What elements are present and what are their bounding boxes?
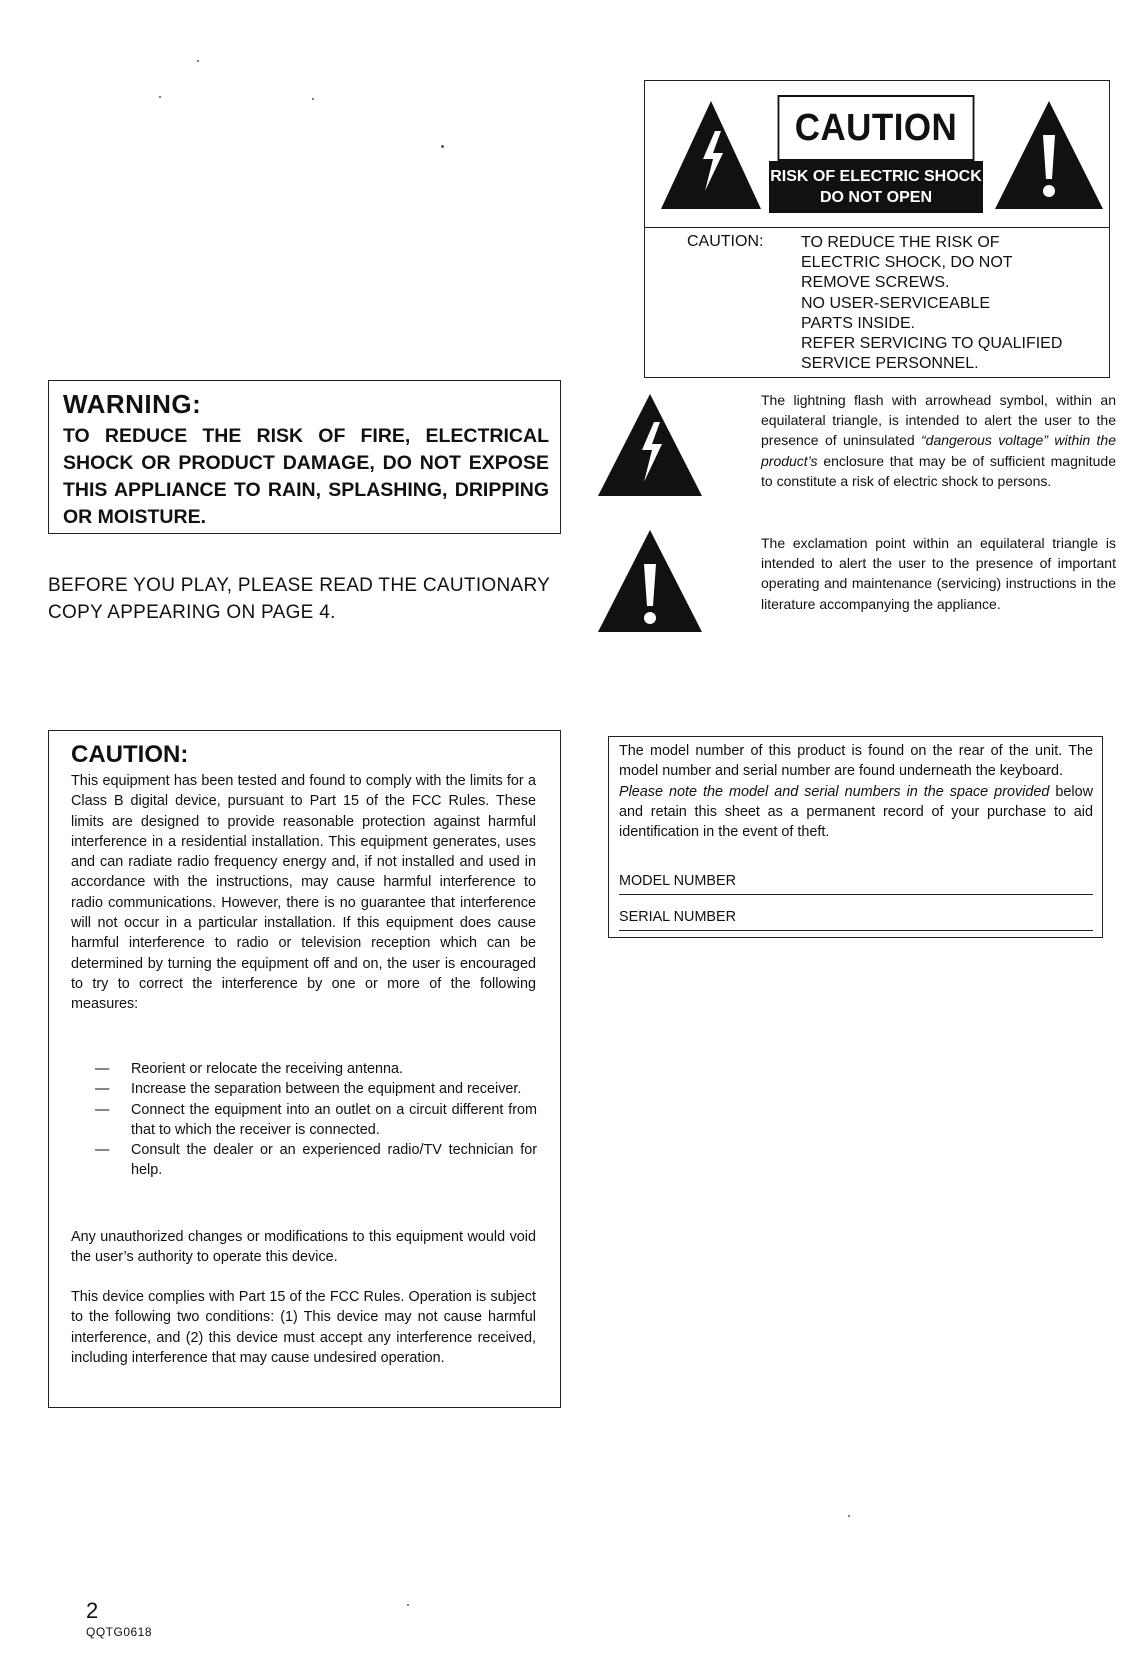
- dash: —: [95, 1142, 110, 1159]
- serial-number-field[interactable]: [619, 909, 1093, 931]
- dash: —: [95, 1081, 110, 1098]
- scan-speck: [159, 96, 161, 98]
- lightning-text-italic: “dangerous voltage” within the product’s: [761, 432, 1116, 469]
- lightning-symbol-explanation: [761, 390, 1116, 491]
- caution-subtitle-line2: DO NOT OPEN: [819, 189, 932, 206]
- serial-number-label: SERIAL NUMBER: [619, 909, 737, 925]
- scan-speck: [197, 60, 199, 62]
- scan-speck: [312, 98, 314, 100]
- fcc-heading: CAUTION:: [71, 741, 189, 768]
- model-text-part1: The model number of this product is found on the rear of the unit. The model number and serial number are found underneath the keyboard.: [619, 743, 1093, 780]
- measure-text: Consult the dealer or an experienced radio/TV technician for help.: [131, 1142, 537, 1179]
- label-divider: [645, 227, 1109, 228]
- model-text-italic: Please note the model and serial numbers in the space provided: [619, 783, 1050, 800]
- fcc-measures-list: [95, 1059, 537, 1181]
- model-number-field[interactable]: [619, 873, 1093, 895]
- list-item: [95, 1140, 537, 1181]
- warning-heading: WARNING:: [63, 389, 202, 419]
- fcc-caution-box: [48, 730, 561, 1408]
- fcc-compliance-notice: This device complies with Part 15 of the FCC Rules. Operation is subject to the following two conditions: (1) This device may not cause harmful interference, and (2) this device must accept any interference received, including interference that may cause undesired operation.: [71, 1289, 536, 1366]
- list-item: [95, 1059, 537, 1079]
- model-text-part2: below and retain this sheet as a permanent record of your purchase to aid identification in the event of theft.: [619, 783, 1093, 841]
- lightning-symbol-icon: [596, 392, 704, 498]
- dash: —: [95, 1061, 110, 1077]
- label-line: NO USER-SERVICEABLE: [801, 294, 991, 312]
- fcc-changes-notice: Any unauthorized changes or modifications to this equipment would void the user’s authority to operate this device.: [71, 1229, 536, 1266]
- caution-label-box: [644, 80, 1110, 378]
- warning-body: TO REDUCE THE RISK OF FIRE, ELECTRICAL SHOCK OR PRODUCT DAMAGE, DO NOT EXPOSE THIS APPLIANCE TO RAIN, SPLASHING, DRIPPING OR MOISTURE.: [63, 425, 549, 528]
- label-line: ELECTRIC SHOCK, DO NOT: [801, 254, 1013, 272]
- model-number-label: MODEL NUMBER: [619, 873, 737, 889]
- exclamation-symbol-explanation: The exclamation point within an equilateral triangle is intended to alert the user to the presence of important operating and maintenance (servicing) instructions in the literature accompanying the appliance.: [761, 535, 1116, 612]
- fcc-intro: This equipment has been tested and found to comply with the limits for a Class B digital device, pursuant to Part 15 of the FCC Rules. These limits are designed to provide reasonable protection against harmful interference in a residential installation. This equipment generates, uses and can radiate radio frequency energy and, if not installed and used in accordance with the instructions, may cause harmful interference to radio communications. However, there is no guarantee that interference will not occur in a particular installation. If this equipment does cause harmful interference to radio or television reception which can be determined by turning the equipment off and on, the user is encouraged to try to correct the interference by one or more of the following measures:: [71, 773, 536, 1013]
- scan-speck: [441, 145, 444, 148]
- measure-text: Increase the separation between the equipment and receiver.: [131, 1081, 522, 1098]
- lightning-warning-icon: [659, 99, 763, 211]
- caution-subtitle-line1: RISK OF ELECTRIC SHOCK: [770, 168, 982, 185]
- exclamation-warning-icon: [993, 99, 1105, 211]
- scan-speck: [848, 1515, 850, 1517]
- label-line: SERVICE PERSONNEL.: [801, 355, 979, 373]
- measure-text: Reorient or relocate the receiving antenna.: [131, 1061, 403, 1077]
- lightning-text-part1: The lightning flash with arrowhead symbol, within an equilateral triangle, is intended to alert the user to the presence of uninsulated: [761, 392, 1116, 449]
- caution-subtitle: [769, 161, 983, 213]
- page-number: 2: [86, 1598, 99, 1623]
- label-caution-word: CAUTION:: [687, 233, 764, 250]
- measure-text: Connect the equipment into an outlet on a circuit different from that to which the receiver is connected.: [131, 1101, 537, 1138]
- warning-box: [48, 380, 561, 534]
- model-box-text: [619, 741, 1093, 842]
- label-line: TO REDUCE THE RISK OF: [801, 234, 1000, 251]
- lightning-text-part2: enclosure that may be of sufficient magnitude to constitute a risk of electric shock to persons.: [761, 452, 1116, 489]
- label-caution-lines: [801, 233, 1062, 374]
- caution-title-block: [769, 95, 983, 213]
- list-item: [95, 1079, 537, 1099]
- exclamation-symbol-icon: [596, 528, 704, 634]
- label-line: REFER SERVICING TO QUALIFIED: [801, 335, 1063, 353]
- scan-speck: [407, 1604, 409, 1606]
- before-play-notice: BEFORE YOU PLAY, PLEASE READ THE CAUTIONARY COPY APPEARING ON PAGE 4.: [48, 575, 550, 623]
- label-line: REMOVE SCREWS.: [801, 274, 950, 292]
- model-number-box: [608, 736, 1103, 938]
- label-line: PARTS INSIDE.: [801, 314, 916, 332]
- document-code: QQTG0618: [86, 1625, 153, 1639]
- caution-title: CAUTION: [778, 95, 975, 161]
- list-item: [95, 1100, 537, 1141]
- dash: —: [95, 1101, 110, 1118]
